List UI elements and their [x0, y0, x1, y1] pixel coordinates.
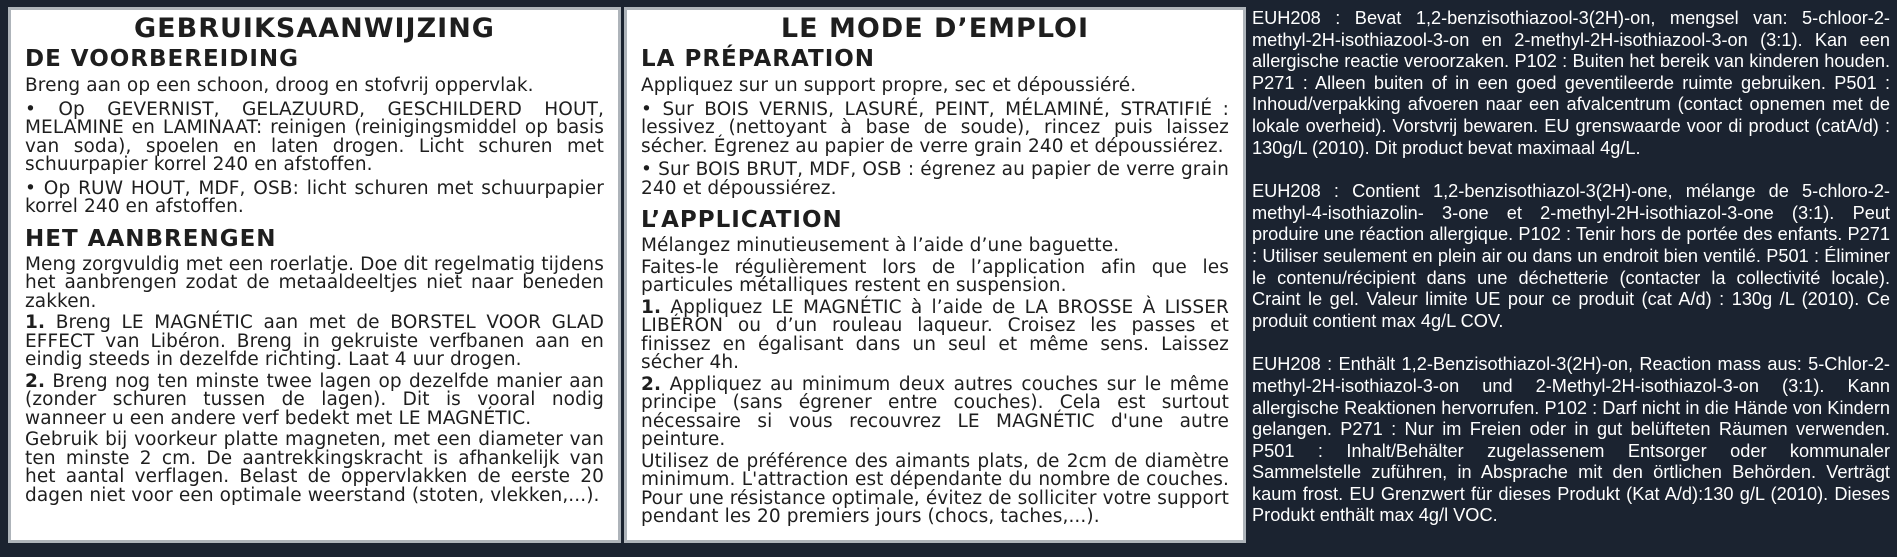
- nl-preparation-bullet-2: • Op RUW HOUT, MDF, OSB: licht schuren met schuurpapier korrel 240 en afstoffen.: [25, 177, 604, 217]
- nl-step-1-text: Breng LE MAGNÉTIC aan met de BORSTEL VOOR GLAD EFFECT van Libéron. Breng in gekruiste verfbanen aan en eindig steeds in dezelfde richting. Laat 4 uur drogen.: [25, 312, 604, 370]
- fr-step-1-number: 1.: [641, 296, 662, 318]
- safety-statement-fr: EUH208 : Contient 1,2-benzisothiazol-3(2H)-one, mélange de 5-chloro-2-methyl-4-isothiazolin- 3-one et 2-methyl-2H-isothiazol-3-one (3:1). Peut produire une réaction allergique. P102 : Tenir hors de portée des enfants. P271 : Utiliser seulement en plein air ou dans un endroit bien ventilé. P501 : Éliminer le contenu/récipient dans une déchetterie (contacter la collectivité locale). Craint le gel. Valeur limite UE pour ce produit (cat A/d) : 130g /L (2010). Ce produit contient max 4g/L COV.: [1252, 181, 1890, 331]
- safety-statement-de: EUH208 : Enthält 1,2-Benzisothiazol-3(2H)-on, Reaction mass aus: 5-Chlor-2-methyl-2H-isothiazol-3-on und 2-Methyl-2H-isothiazol-3-on (3:1). Kann allergische Reaktionen hervorrufen. P102 : Darf nicht in die Hände von Kindern gelangen. P271 : Nur im Freien oder in gut belüfteten Räumen verwenden. P501 : Inhalt/Behälter zugelassenem Entsorger oder kommunaler Sammelstelle zuführen, in Absprache mit den örtlichen Behörden. Verträgt kaum frost. EU Grenzwert für dieses Produkt (Kat A/d):130 g/L (2010). Dieses Produkt enthält max 4g/l VOC.: [1252, 354, 1890, 526]
- fr-step-2: [641, 373, 1229, 450]
- nl-preparation-heading: DE VOORBEREIDING: [25, 46, 300, 72]
- fr-preparation-bullet-2: • Sur BOIS BRUT, MDF, OSB : égrenez au papier de verre grain 240 et dépoussiérez.: [641, 159, 1229, 199]
- fr-preparation-intro: Appliquez sur un support propre, sec et dépoussiéré.: [641, 75, 1137, 96]
- french-instructions-panel: [624, 7, 1246, 543]
- fr-step-2-text: Appliquez au minimum deux autres couches sur le même principe (sans égrener entre couches). Cela est surtout nécessaire si vous recouvrez LE MAGNÉTIC d'une autre peinture.: [641, 373, 1229, 450]
- nl-preparation-bullet-1: • Op GEVERNIST, GELAZUURD, GESCHILDERD HOUT, MELAMINE en LAMINAAT: reinigen (reinigingsmiddel op basis van soda), spoelen en laten drogen. Licht schuren met schuurpapier korrel 240 en afstoffen.: [25, 98, 604, 175]
- nl-preparation-intro: Breng aan op een schoon, droog en stofvrij oppervlak.: [25, 75, 534, 96]
- nl-step-1: [25, 314, 604, 370]
- nl-application-intro: Meng zorgvuldig met een roerlatje. Doe dit regelmatig tijdens het aanbrengen zodat de metaaldeeltjes niet naar beneden zakken.: [25, 253, 604, 312]
- nl-application-heading: HET AANBRENGEN: [25, 225, 277, 252]
- fr-step-1: [641, 296, 1229, 373]
- fr-preparation-bullet-1: • Sur BOIS VERNIS, LASURÉ, PEINT, MÉLAMINÉ, STRATIFIÉ : lessivez (nettoyant à base de soude), rincez puis laissez sécher. Égrenez au papier de verre grain 240 et dépoussiérez.: [641, 98, 1229, 157]
- fr-application-heading: L’APPLICATION: [641, 207, 843, 233]
- fr-step-1-text: Appliquez LE MAGNÉTIC à l’aide de LA BROSSE À LISSER LIBÉRON ou d’un rouleau laqueur. Croisez les passes et finissez en égalisant dans un seul et même sens. Laissez sécher 4h.: [641, 296, 1229, 373]
- nl-title: GEBRUIKSAANWIJZING: [134, 13, 495, 44]
- safety-statements-panel: [1252, 8, 1890, 549]
- fr-step-2-number: 2.: [641, 373, 662, 395]
- nl-step-2-text: Breng nog ten minste twee lagen op dezelfde manier aan (zonder schuren tussen de lagen). Dit is vooral nodig wanneer u een andere verf bedekt met LE MAGNÉTIC.: [25, 370, 604, 429]
- fr-preparation-heading: LA PRÉPARATION: [641, 46, 876, 72]
- nl-step-1-number: 1.: [25, 312, 46, 333]
- nl-step-2: [25, 370, 604, 429]
- fr-application-intro-2: Faites-le régulièrement lors de l’application afin que les particules métalliques restent en suspension.: [641, 256, 1229, 296]
- nl-tip: Gebruik bij voorkeur platte magneten, met een diameter van ten minste 2 cm. De aantrekkingskracht is afhankelijk van het aantal verflagen. Belast de oppervlakken de eerste 20 dagen niet voor een optimale weerstand (stoten, vlekken,...).: [25, 429, 604, 506]
- fr-title: LE MODE D’EMPLOI: [780, 13, 1090, 44]
- fr-application-intro-1: Mélangez minutieusement à l’aide d’une baguette.: [641, 235, 1120, 256]
- safety-statement-nl: EUH208 : Bevat 1,2-benzisothiazool-3(2H)-on, mengsel van: 5-chloor-2-methyl-2H-isothiazool-3-on en 2-methyl-2H-isothiazool-3-on (3:1). Kan een allergische reactie veroorzaken. P102 : Buiten het bereik van kinderen houden. P271 : Alleen buiten of in een goed geventileerde ruimte gebruiken. P501 : Inhoud/verpakking afvoeren naar een afvalcentrum (contact opnemen met de lokale overheid). Vorstvrij bewaren. EU grenswaarde voor di product (catA/d) : 130g/L (2010). Dit product bevat maximaal 4g/L.: [1252, 8, 1890, 158]
- dutch-instructions-panel: [8, 7, 621, 543]
- nl-step-2-number: 2.: [25, 370, 46, 392]
- fr-tip: Utilisez de préférence des aimants plats, de 2cm de diamètre minimum. L'attraction est dépendante du nombre de couches. Pour une résistance optimale, évitez de solliciter votre support pendant les 20 premiers jours (chocs, taches,...).: [641, 450, 1229, 527]
